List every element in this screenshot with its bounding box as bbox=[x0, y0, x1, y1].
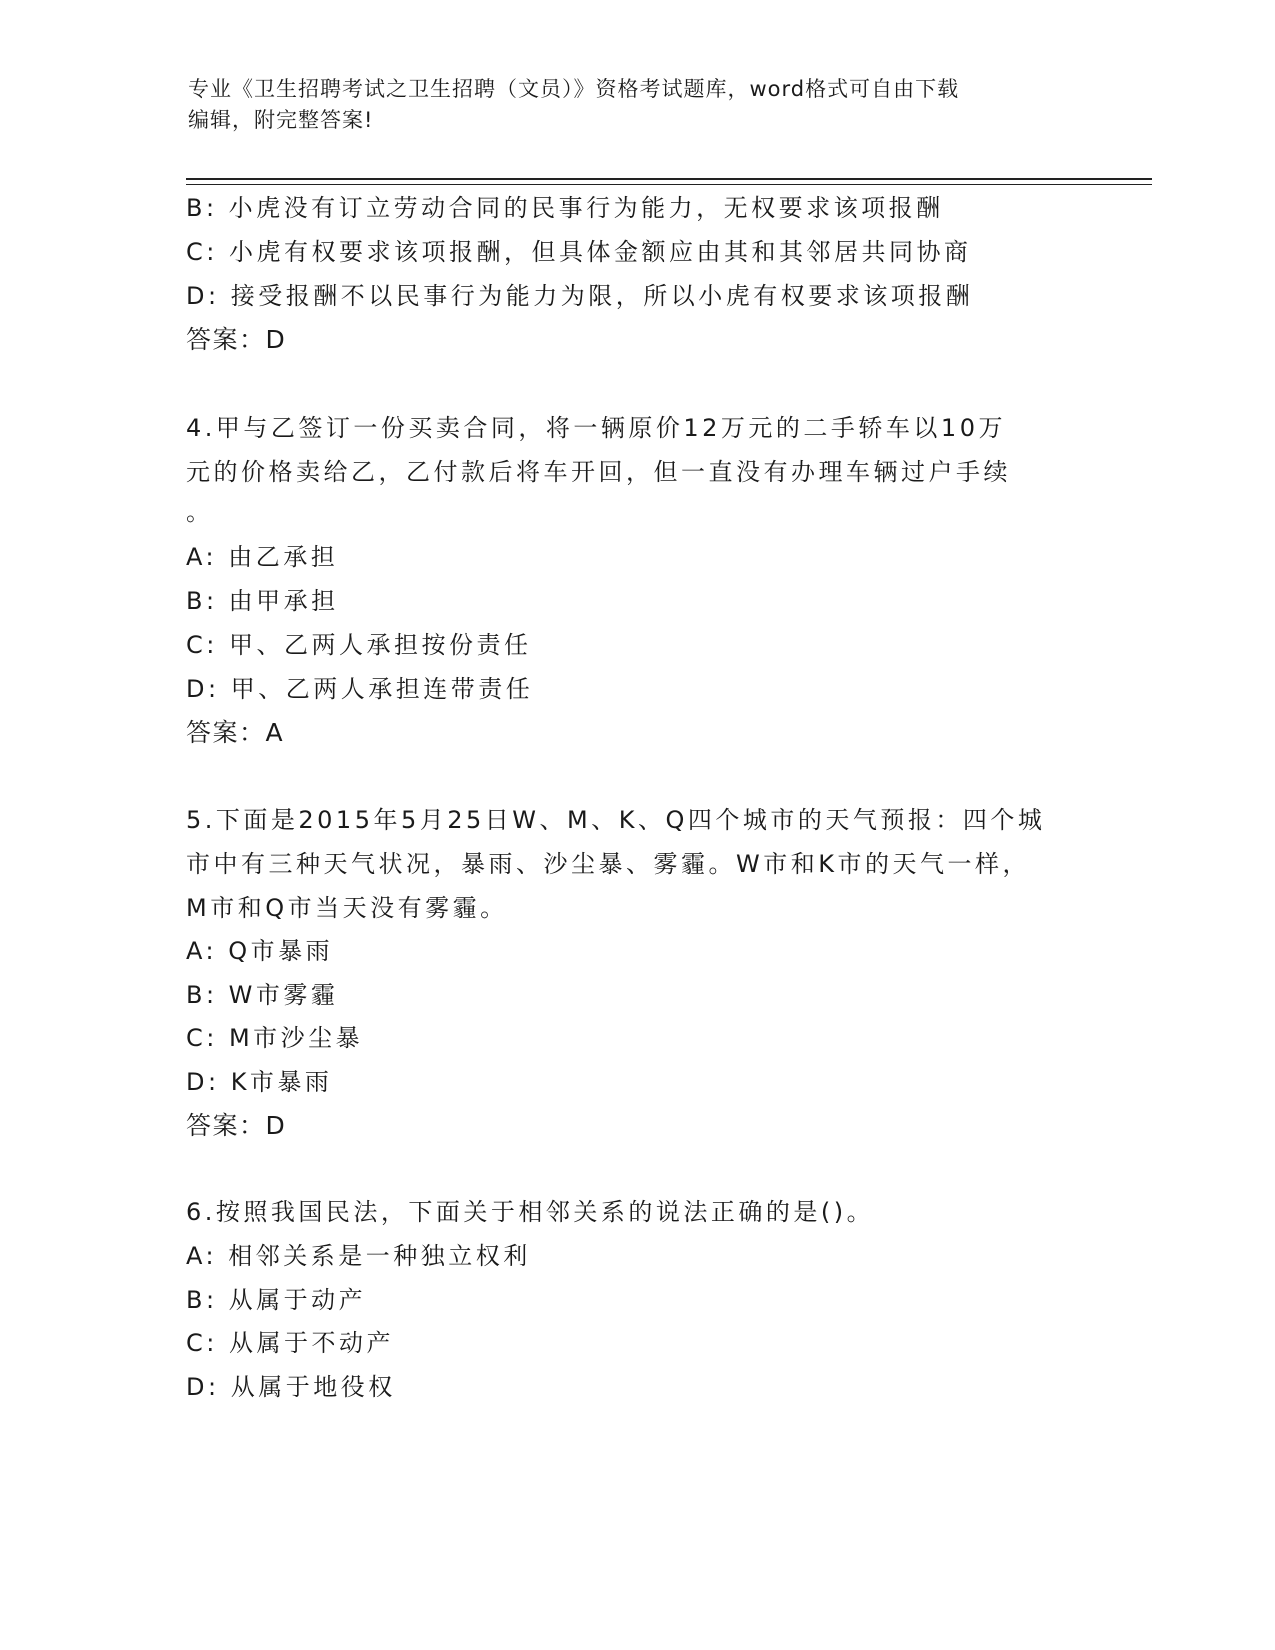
q6-option-a: A: 相邻关系是一种独立权利 bbox=[186, 1242, 531, 1270]
q4-option-d: D: 甲、乙两人承担连带责任 bbox=[186, 675, 534, 703]
q5-option-c: C: M市沙尘暴 bbox=[186, 1024, 364, 1052]
q5-option-b: B: W市雾霾 bbox=[186, 981, 339, 1009]
q6-option-c: C: 从属于不动产 bbox=[186, 1329, 394, 1357]
q4-option-b: B: 由甲承担 bbox=[186, 587, 339, 615]
q6-option-d: D: 从属于地役权 bbox=[186, 1373, 396, 1401]
q4-answer: 答案：A bbox=[186, 718, 285, 747]
q6-stem-line-1: 6.按照我国民法，下面关于相邻关系的说法正确的是()。 bbox=[186, 1198, 875, 1226]
document-header bbox=[188, 74, 1068, 136]
q4-option-c: C: 甲、乙两人承担按份责任 bbox=[186, 631, 532, 659]
q5-stem-line-1: 5.下面是2015年5月25日W、M、K、Q四个城市的天气预报：四个城 bbox=[186, 806, 1046, 834]
q5-stem-line-2: 市中有三种天气状况，暴雨、沙尘暴、雾霾。W市和K市的天气一样， bbox=[186, 850, 1030, 878]
header-divider-thick bbox=[186, 178, 1152, 180]
q4-stem-line-2: 元的价格卖给乙，乙付款后将车开回，但一直没有办理车辆过户手续 bbox=[186, 458, 1011, 486]
header-line-2: 编辑，附完整答案! bbox=[188, 108, 374, 132]
header-divider-thin bbox=[186, 184, 1152, 185]
q3-option-c: C: 小虎有权要求该项报酬，但具体金额应由其和其邻居共同协商 bbox=[186, 238, 972, 266]
header-line-1: 专业《卫生招聘考试之卫生招聘（文员）》资格考试题库，word格式可自由下载 bbox=[188, 77, 960, 101]
q5-stem-line-3: M市和Q市当天没有雾霾。 bbox=[186, 894, 508, 922]
q5-option-d: D: K市暴雨 bbox=[186, 1068, 333, 1096]
q6-option-b: B: 从属于动产 bbox=[186, 1286, 367, 1314]
q5-answer: 答案：D bbox=[186, 1111, 287, 1140]
q5-option-a: A: Q市暴雨 bbox=[186, 937, 334, 965]
q4-stem-line-3: 。 bbox=[186, 498, 214, 526]
q3-option-b: B: 小虎没有订立劳动合同的民事行为能力，无权要求该项报酬 bbox=[186, 194, 944, 222]
q4-option-a: A: 由乙承担 bbox=[186, 543, 339, 571]
q3-option-d: D: 接受报酬不以民事行为能力为限，所以小虎有权要求该项报酬 bbox=[186, 282, 974, 310]
q3-answer: 答案：D bbox=[186, 325, 287, 354]
q4-stem-line-1: 4.甲与乙签订一份买卖合同，将一辆原价12万元的二手轿车以10万 bbox=[186, 414, 1006, 442]
